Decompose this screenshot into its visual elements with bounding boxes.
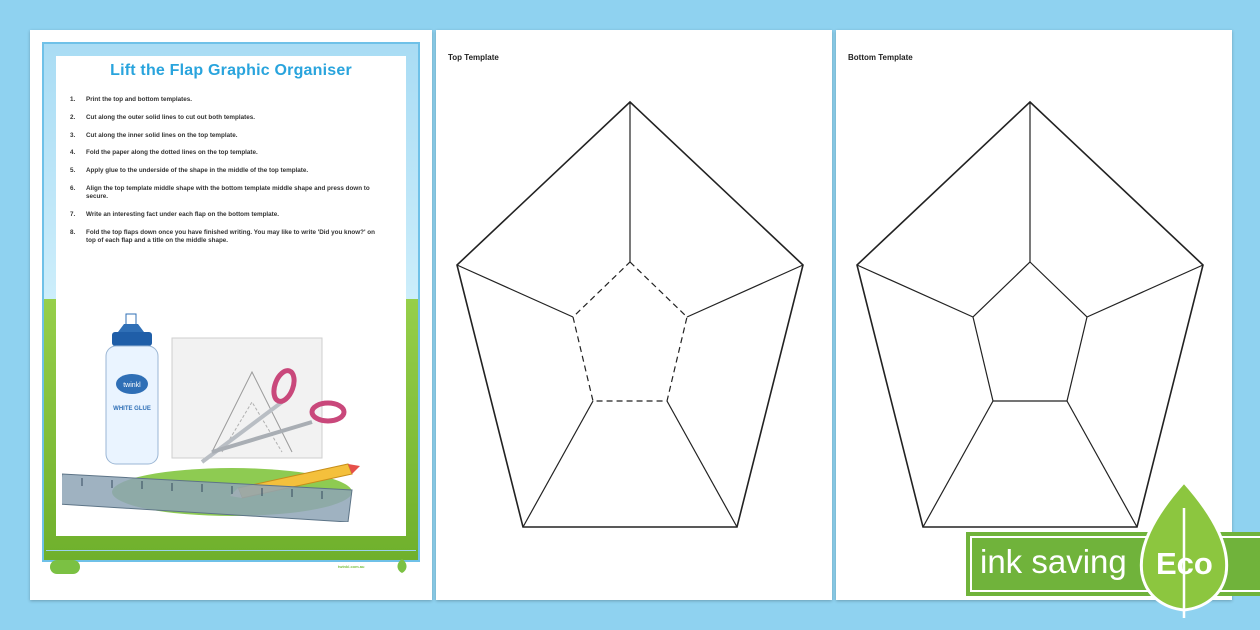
inner-pentagon-dashed bbox=[573, 262, 687, 401]
ink-saving-text: ink saving bbox=[980, 543, 1127, 580]
instruction-steps bbox=[70, 96, 380, 255]
step-item: Fold the paper along the dotted lines on the top template. bbox=[86, 149, 258, 157]
eco-footer-icon bbox=[392, 558, 412, 574]
step-item: Cut along the inner solid lines on the top template. bbox=[86, 131, 238, 139]
instructions-page bbox=[30, 30, 432, 600]
step-item: Write an interesting fact under each flap on the bottom template. bbox=[86, 210, 280, 218]
footer-divider bbox=[46, 550, 416, 551]
footer-url: twinkl.com.au bbox=[338, 564, 365, 569]
bottom-template-label: Bottom Template bbox=[848, 53, 913, 62]
glue-label-text: WHITE GLUE bbox=[113, 406, 151, 412]
glue-brand-text: twinkl bbox=[123, 382, 141, 389]
twinkl-logo bbox=[50, 560, 80, 574]
step-item: Apply glue to the underside of the shape in the middle of the top template. bbox=[86, 167, 309, 175]
ink-saving-eco-badge bbox=[966, 478, 1260, 618]
top-template-label: Top Template bbox=[448, 53, 499, 62]
step-item: Align the top template middle shape with the bottom template middle shape and press down to secure. bbox=[86, 184, 370, 201]
top-template-pentagon bbox=[436, 30, 832, 600]
instructions-frame bbox=[42, 42, 420, 562]
step-item: Print the top and bottom templates. bbox=[86, 96, 192, 103]
inner-pentagon-solid bbox=[973, 262, 1087, 401]
glue-bottle-icon bbox=[106, 314, 158, 464]
craft-supplies-illustration bbox=[62, 312, 392, 522]
page-title: Lift the Flap Graphic Organiser bbox=[110, 62, 352, 79]
step-item: Cut along the outer solid lines to cut out both templates. bbox=[86, 113, 255, 121]
top-template-page bbox=[436, 30, 832, 600]
step-item: Fold the top flaps down once you have finished writing. You may like to write 'Did you know?' on top of each flap and a title on the middle shape. bbox=[86, 228, 375, 244]
eco-label: Eco bbox=[1156, 546, 1213, 581]
